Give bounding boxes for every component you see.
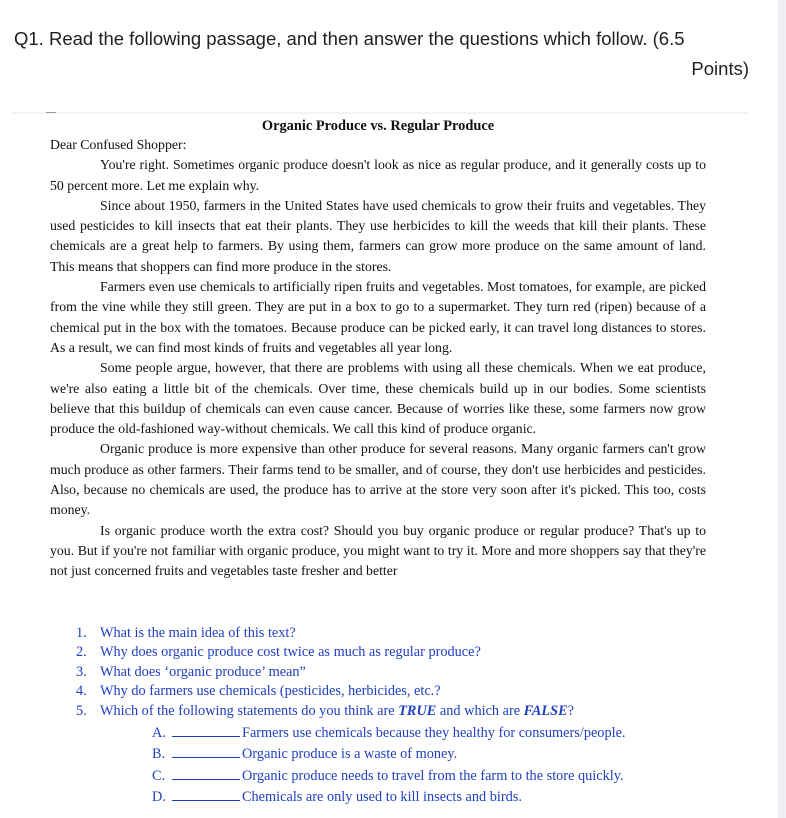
question-item (76, 663, 716, 682)
question-item (76, 643, 716, 662)
question-number: 3. (76, 663, 87, 680)
statement-text: Farmers use chemicals because they healthy for consumers/people. (242, 725, 626, 741)
paragraph-3: Farmers even use chemicals to artificially ripen fruits and vegetables. Most tomatoes, for example, are picked from the vine while they still green. They are put in a box to go to a supermarket. They turn red (ripen) because of a chemical put in the box with the tomatoes. Because produce can be picked early, it can travel long distances to stores. As a result, we can find most kinds of fruits and vegetables all year long. (50, 279, 706, 355)
question-text: What is the main idea of this text? (100, 625, 296, 641)
question-number: 5. (76, 702, 87, 719)
paragraph-5: Organic produce is more expensive than other produce for several reasons. Many organic farmers can't grow much produce as other farmers. Their farms tend to be smaller, and of course, they don't use herbicides and pesticides. Also, because no chemicals are used, the produce has to arrive at the store very soon after it's picked. This too, costs money. (50, 441, 706, 518)
statement-item (152, 722, 748, 743)
statement-item (152, 765, 748, 786)
salutation: Dear Confused Shopper: (50, 137, 187, 152)
question-text: Why does organic produce cost twice as much as regular produce? (100, 644, 481, 661)
question-points: Points) (691, 58, 749, 79)
answer-blank (172, 786, 240, 801)
question-item (76, 702, 716, 721)
document-top-edge (12, 112, 748, 114)
question-item (76, 624, 716, 643)
question-number: 1. (76, 625, 87, 641)
question-text: What does ‘organic produce’ mean” (100, 663, 306, 680)
scrollbar-track[interactable] (778, 0, 786, 818)
false-word: FALSE (523, 702, 568, 719)
statement-letter: B. (152, 746, 166, 763)
answer-blank (172, 722, 240, 737)
question-list (76, 624, 716, 721)
paragraph-6: Is organic produce worth the extra cost? Should you buy organic produce or regular produce? That's up to you. But if you're not familiar with organic produce, you might want to try it. More and more shoppers say that they're not just concerned fruits and vegetables taste fresher and better (50, 522, 706, 579)
paragraph-2: Since about 1950, farmers in the United States have used chemicals to grow their fruits and vegetables. They used pesticides to kill insects that eat their plants. They use herbicides to kill the weeds that kill their plants. These chemicals are a great help to farmers. By using them, farmers can grow more produce on the same amount of land. This means that shoppers can find more produce in the stores. (50, 197, 706, 274)
question-text-part: ? (567, 702, 575, 719)
question-text-part: and which are (436, 702, 524, 719)
statement-letter: A. (152, 725, 166, 741)
statement-item (152, 786, 748, 807)
question-number: 2. (76, 644, 87, 661)
answer-blank (172, 743, 240, 758)
passage-image (12, 112, 748, 818)
question-text: Why do farmers use chemicals (pesticides, herbicides, etc.? (100, 683, 441, 700)
statement-text: Organic produce is a waste of money. (242, 746, 458, 763)
statement-letter: D. (152, 789, 166, 806)
paragraph-4: Some people argue, however, that there are problems with using all these chemicals. When we eat produce, we're also eating a little bit of the chemicals. Over time, these chemicals build up in our bodies. Some scientists believe that this buildup of chemicals can even cause cancer. Because of worries like these, some farmers now grow produce the old-fashioned way-without chemicals. We call this kind of produce organic. (50, 360, 706, 437)
question-number: 4. (76, 683, 87, 700)
question-title: Q1. Read the following passage, and then answer the questions which follow. (6.5 (14, 28, 685, 49)
question-text (100, 702, 574, 721)
statement-text: Chemicals are only used to kill insects and birds. (242, 789, 522, 806)
statement-letter: C. (152, 767, 166, 784)
question-header (14, 24, 749, 84)
statement-list (152, 722, 748, 808)
statement-item (152, 743, 748, 764)
question-item (76, 682, 716, 701)
passage-body (50, 135, 706, 582)
true-word: TRUE (398, 702, 437, 719)
document-mark (46, 112, 56, 113)
statement-text: Organic produce needs to travel from the farm to the store quickly. (242, 767, 624, 784)
passage-title: Organic Produce vs. Regular Produce (261, 118, 495, 134)
answer-blank (172, 765, 240, 780)
paragraph-1: You're right. Sometimes organic produce doesn't look as nice as regular produce, and it generally costs up to 50 percent more. Let me explain why. (50, 157, 706, 193)
question-text-part: Which of the following statements do you think are (100, 702, 399, 719)
